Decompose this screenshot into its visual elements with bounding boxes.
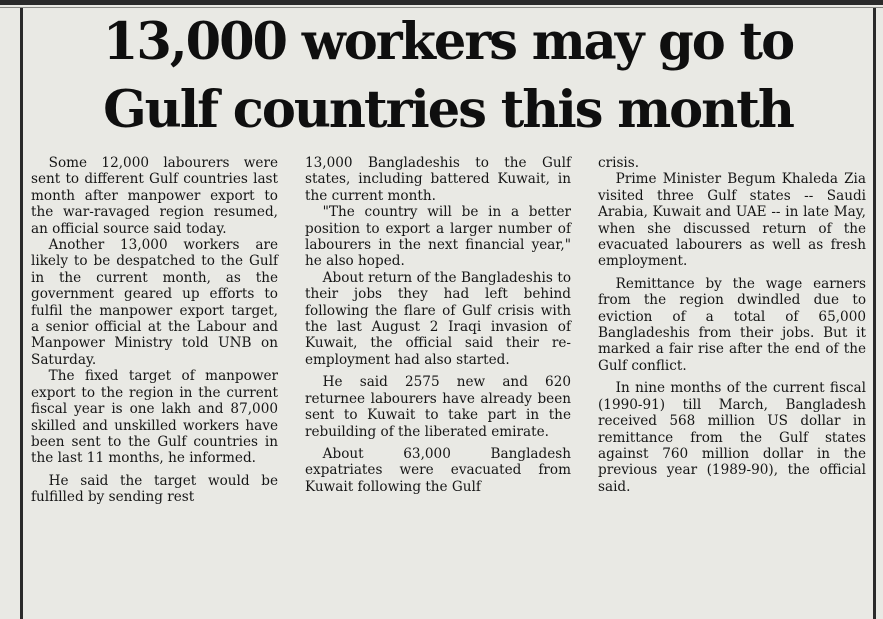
- article-column-3: [598, 155, 866, 495]
- paragraph: crisis.: [598, 155, 640, 171]
- paragraph: Some 12,000 labourers were sent to different Gulf countries last month after manpower export to the war-ravaged region resumed, an official source said today.: [31, 155, 278, 237]
- paragraph: He said the target would be fulfilled by sending rest: [31, 472, 278, 506]
- paragraph: He said 2575 new and 620 returnee labourers have already been sent to Kuwait to take part in the rebuilding of the liberated emirate.: [305, 374, 571, 440]
- right-column-rule: [873, 8, 876, 619]
- paragraph: Another 13,000 workers are likely to be despatched to the Gulf in the current month, as the government geared up efforts to fulfil the manpower export target, a senior official at the Labour and Manpower Ministry told UNB on Saturday.: [31, 237, 278, 368]
- paragraph: In nine months of the current fiscal (1990-91) till March, Bangladesh received 568 million US dollar in remittance from the Gulf states against 760 million dollar in the previous year (1989-90), the official said.: [598, 380, 866, 495]
- article-column-2: [305, 155, 571, 495]
- paragraph: Remittance by the wage earners from the region dwindled due to eviction of a total of 65,000 Bangladeshis from their jobs. But it marked a fair rise after the end of the Gulf conflict.: [598, 275, 866, 374]
- top-rule-thin: [0, 7, 883, 8]
- paragraph: "The country will be in a better position to export a larger number of labourers in the next financial year," he also hoped.: [305, 204, 571, 270]
- paragraph: Prime Minister Begum Khaleda Zia visited three Gulf states -- Saudi Arabia, Kuwait and UAE -- in late May, when she discussed return of the evacuated labourers as well as fresh employment.: [598, 171, 866, 270]
- paragraph: 13,000 Bangladeshis to the Gulf states, including battered Kuwait, in the current month.: [305, 155, 571, 204]
- paragraph: The fixed target of manpower export to the region in the current fiscal year is one lakh and 87,000 skilled and unskilled workers have been sent to the Gulf countries in the last 11 months, he informed.: [31, 368, 278, 467]
- top-rule: [0, 0, 883, 5]
- paragraph: About 63,000 Bangladesh expatriates were evacuated from Kuwait following the Gulf: [305, 445, 571, 495]
- headline-line-2: Gulf countries this month: [103, 80, 793, 140]
- paragraph: About return of the Bangladeshis to their jobs they had left behind following the flare of Gulf crisis with the last August 2 Iraqi invasion of Kuwait, the official said their re-employment had also started.: [305, 269, 571, 368]
- left-column-rule: [20, 8, 23, 619]
- article-column-1: [31, 155, 278, 506]
- headline-line-1: 13,000 workers may go to: [102, 12, 794, 72]
